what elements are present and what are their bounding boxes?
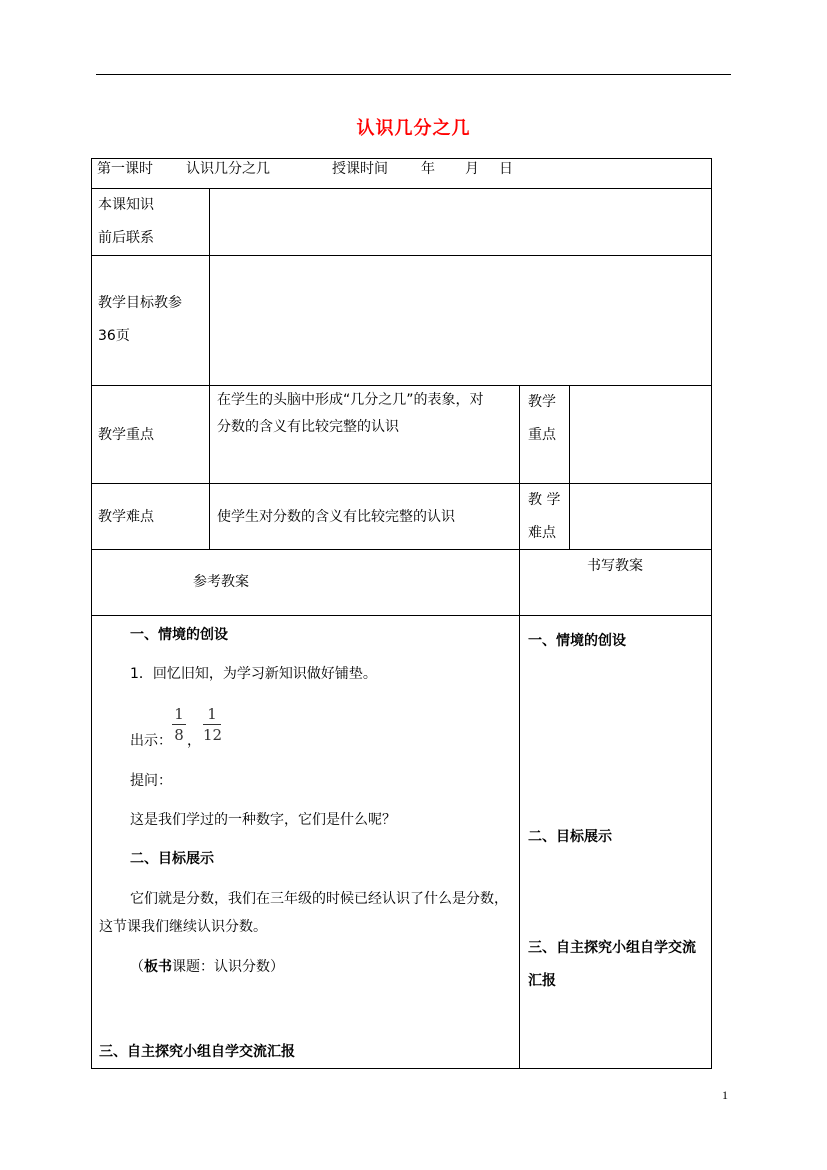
key-point-side-label-line2: 重点 bbox=[528, 427, 556, 443]
goal-label: 教学目标教参 bbox=[98, 295, 182, 311]
header-rule bbox=[96, 74, 731, 75]
row-divider bbox=[91, 549, 712, 550]
key-point-side-label: 教学 bbox=[528, 394, 556, 410]
table-border-top bbox=[91, 158, 712, 159]
table-border-bottom bbox=[91, 1068, 712, 1069]
difficulty-text: 使学生对分数的含义有比较完整的认识 bbox=[217, 509, 455, 525]
row-divider bbox=[91, 483, 712, 484]
question-text: 这是我们学过的一种数字，它们是什么呢？ bbox=[130, 812, 396, 828]
ask-label: 提问： bbox=[130, 773, 172, 789]
row-divider bbox=[91, 255, 712, 256]
review-item: 1．回忆旧知，为学习新知识做好铺垫。 bbox=[130, 666, 377, 682]
writing-section-heading-line2: 汇报 bbox=[528, 973, 556, 989]
teaching-time-label: 授课时间 bbox=[332, 161, 388, 177]
difficulty-side-label-line2: 难点 bbox=[528, 525, 556, 541]
fraction-numerator: 1 bbox=[207, 705, 217, 723]
fraction-denominator: 8 bbox=[174, 726, 184, 744]
row-divider bbox=[91, 188, 712, 189]
key-point-text: 在学生的头脑中形成“几分之几”的表象，对 bbox=[217, 392, 484, 408]
show-label: 出示： bbox=[130, 733, 172, 749]
plan-column-divider bbox=[519, 549, 520, 1069]
fraction-bar bbox=[172, 724, 186, 725]
knowledge-label: 本课知识 bbox=[98, 197, 154, 213]
fraction-one-twelfth bbox=[203, 706, 221, 743]
section-heading: 二、目标展示 bbox=[130, 851, 214, 867]
lesson-number: 第一课时 bbox=[97, 161, 153, 177]
table-border-left bbox=[91, 158, 92, 1069]
section-heading: 一、情境的创设 bbox=[130, 627, 228, 643]
board-note-open: （ bbox=[130, 959, 144, 975]
lesson-topic: 认识几分之几 bbox=[186, 161, 270, 177]
reference-plan-header: 参考教案 bbox=[193, 574, 249, 590]
fraction-one-eighth bbox=[172, 706, 186, 743]
writing-section-heading: 一、情境的创设 bbox=[528, 633, 626, 649]
section-heading: 三、自主探究小组自学交流汇报 bbox=[99, 1044, 295, 1060]
board-note-rest: 课题：认识分数） bbox=[172, 959, 284, 975]
board-note-bold: 板书 bbox=[144, 959, 172, 975]
difficulty-side-label: 教 学 bbox=[528, 492, 561, 508]
fraction-denominator: 12 bbox=[203, 726, 223, 744]
side-label-divider bbox=[519, 385, 520, 549]
month-label: 月 bbox=[465, 161, 479, 177]
page-number: 1 bbox=[722, 1088, 728, 1102]
writing-section-heading: 三、自主探究小组自学交流 bbox=[528, 940, 696, 956]
explanation-text: 它们就是分数，我们在三年级的时候已经认识了什么是分数， bbox=[130, 891, 508, 907]
side-value-divider bbox=[569, 385, 570, 549]
fraction-bar bbox=[203, 724, 221, 725]
page-title: 认识几分之几 bbox=[356, 118, 471, 139]
year-label: 年 bbox=[421, 161, 435, 177]
board-note bbox=[130, 957, 284, 977]
key-point-text-line2: 分数的含义有比较完整的认识 bbox=[217, 419, 399, 435]
key-point-label: 教学重点 bbox=[98, 427, 154, 443]
day-label: 日 bbox=[499, 161, 513, 177]
row-divider bbox=[91, 615, 712, 616]
label-column-divider bbox=[209, 188, 210, 549]
knowledge-label-line2: 前后联系 bbox=[98, 230, 154, 246]
fraction-numerator: 1 bbox=[174, 705, 184, 723]
fraction-separator: ， bbox=[187, 733, 201, 749]
difficulty-label: 教学难点 bbox=[98, 509, 154, 525]
explanation-text-line2: 这节课我们继续认识分数。 bbox=[99, 919, 267, 935]
row-divider bbox=[91, 385, 712, 386]
table-border-right bbox=[711, 158, 712, 1069]
writing-section-heading: 二、目标展示 bbox=[528, 829, 612, 845]
goal-label-line2: 36页 bbox=[98, 328, 130, 344]
writing-plan-header: 书写教案 bbox=[587, 558, 643, 574]
